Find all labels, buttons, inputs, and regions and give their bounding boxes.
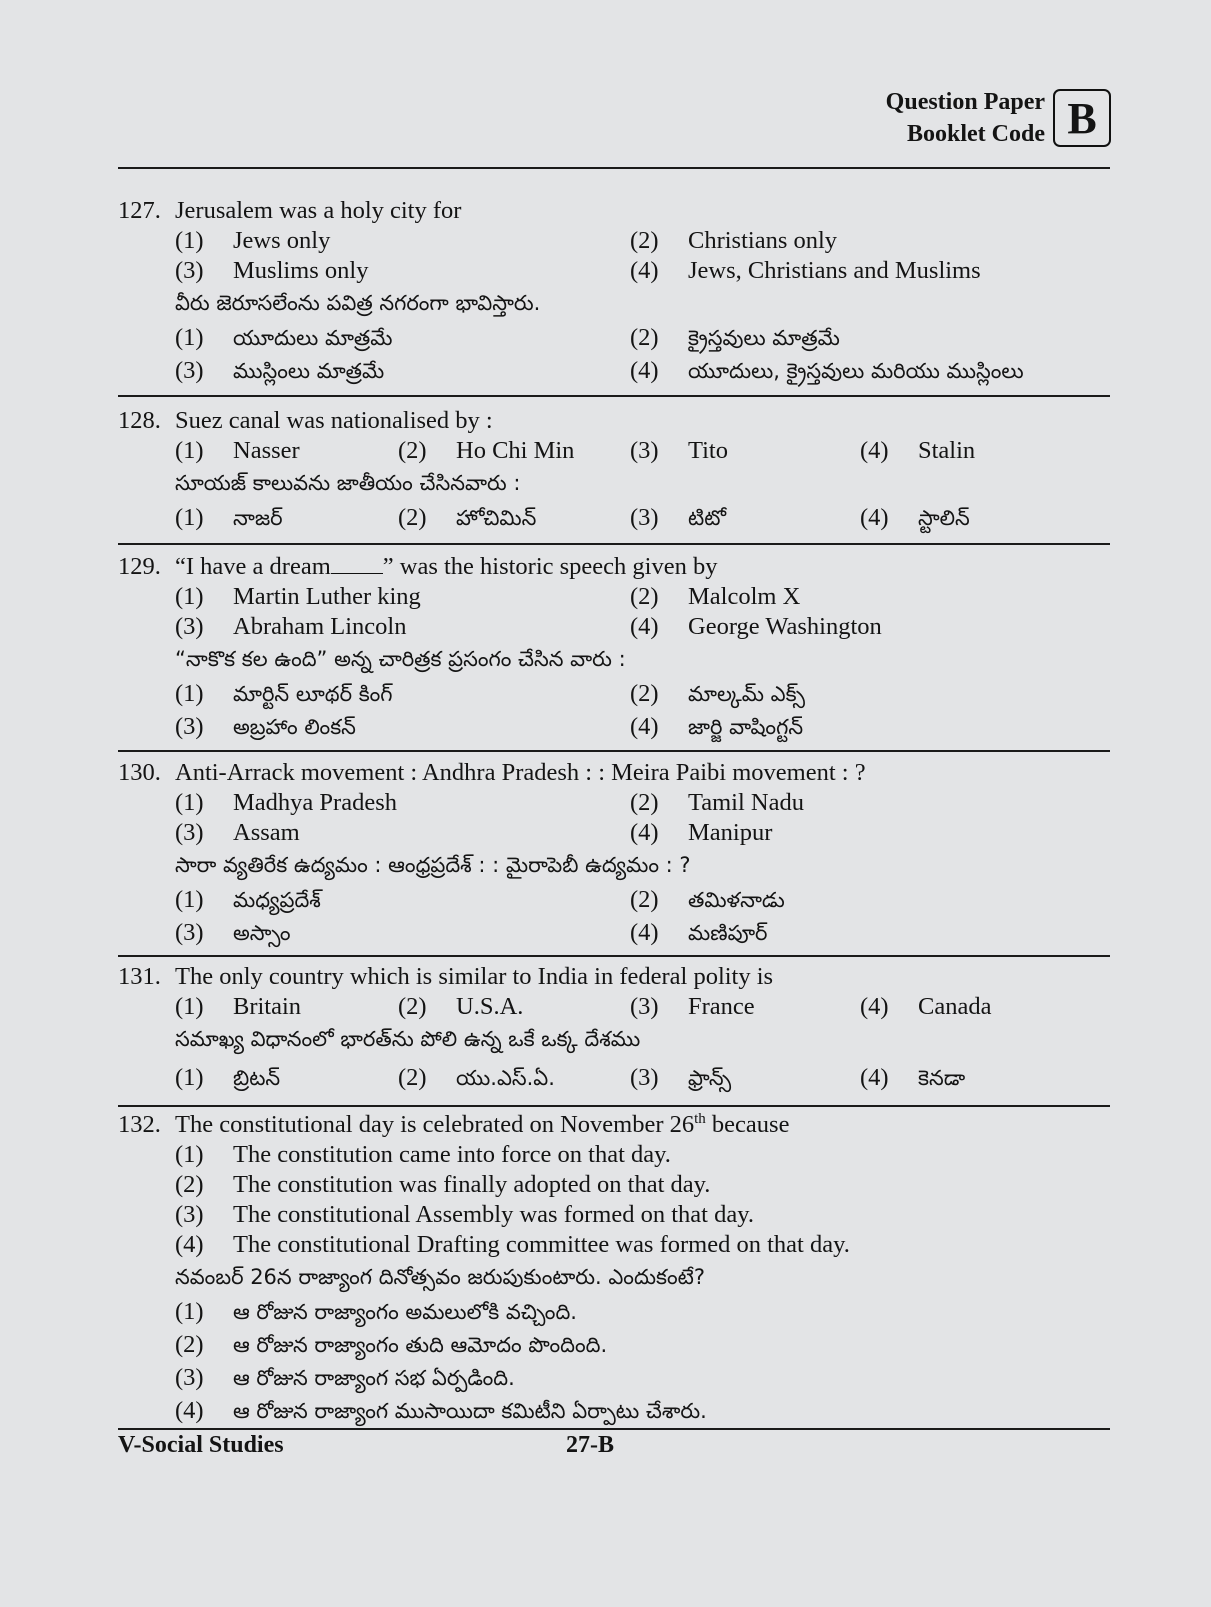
option-2: (2) The constitution was finally adopted on that day. (175, 1171, 711, 1198)
option-2-telugu: (2) హోచిమిన్ (398, 504, 537, 531)
option-1: (1) The constitution came into force on that day. (175, 1141, 671, 1168)
question-130 (118, 758, 1108, 949)
header-line-2: Booklet Code (907, 121, 1045, 147)
option-4-telugu: (4) స్టాలిన్ (860, 504, 970, 531)
question-stem-telugu: నవంబర్ 26న రాజ్యాంగ దినోత్సవం జరుపుకుంటారు. ఎందుకంటే? (175, 1265, 706, 1289)
option-1-telugu: (1) మధ్యప్రదేశ్ (175, 886, 321, 913)
option-3-telugu: (3) అబ్రహాం లింకన్ (175, 713, 356, 740)
option-4: (4) Manipur (630, 819, 773, 846)
question-stem: Jerusalem was a holy city for (175, 197, 462, 224)
option-2-telugu: (2) యు.ఎస్.ఏ. (398, 1064, 555, 1091)
question-number: 130. (118, 759, 161, 786)
option-2: (2) Christians only (630, 227, 838, 254)
divider (118, 1428, 1110, 1430)
option-2: (2) U.S.A. (398, 993, 524, 1020)
divider (118, 750, 1110, 752)
question-stem-telugu: వీరు జెరూసలేంను పవిత్ర నగరంగా భావిస్తారు. (175, 291, 541, 315)
option-4: (4) Canada (860, 993, 992, 1020)
divider (118, 167, 1110, 169)
question-number: 127. (118, 197, 161, 224)
footer-page-number: 27-B (566, 1432, 614, 1458)
option-4-telugu: (4) కెనడా (860, 1064, 966, 1091)
option-1: (1) Madhya Pradesh (175, 789, 397, 816)
question-stem: The constitutional day is celebrated on November 26th because (175, 1110, 790, 1138)
question-131 (118, 962, 1108, 1094)
option-4-telugu: (4) యూదులు, క్రైస్తవులు మరియు ముస్లింలు (630, 357, 1024, 384)
question-stem: “I have a dream ” was the historic speech given by (175, 553, 718, 580)
question-number: 128. (118, 407, 161, 434)
option-3: (3) Abraham Lincoln (175, 613, 407, 640)
option-3: (3) Tito (630, 437, 728, 464)
booklet-code-header (886, 86, 1111, 150)
option-2: (2) Malcolm X (630, 583, 801, 610)
divider (118, 1105, 1110, 1107)
footer-subject: V-Social Studies (118, 1432, 284, 1458)
option-3-telugu: (3) అస్సాం (175, 919, 291, 946)
option-3: (3) The constitutional Assembly was formed on that day. (175, 1201, 754, 1228)
question-stem: Suez canal was nationalised by : (175, 407, 493, 434)
fill-in-blank (331, 553, 383, 574)
question-132 (118, 1110, 1108, 1427)
option-1-telugu: (1) యూదులు మాత్రమే (175, 324, 393, 351)
booklet-code-label (886, 86, 1045, 150)
option-1-telugu: (1) నాజర్ (175, 504, 283, 531)
question-128 (118, 406, 1108, 534)
option-3-telugu: (3) టిటో (630, 504, 727, 531)
question-number: 129. (118, 553, 161, 580)
question-129 (118, 552, 1108, 743)
option-3: (3) Assam (175, 819, 300, 846)
option-3-telugu: (3) ముస్లింలు మాత్రమే (175, 357, 385, 384)
question-stem-telugu: “నాకొక కల ఉంది” అన్న చారిత్రక ప్రసంగం చేసిన వారు : (175, 647, 626, 671)
question-stem: Anti-Arrack movement : Andhra Pradesh : : Meira Paibi movement : ? (175, 759, 866, 786)
option-1: (1) Britain (175, 993, 302, 1020)
divider (118, 955, 1110, 957)
option-4: (4) Stalin (860, 437, 976, 464)
option-2-telugu: (2) తమిళనాడు (630, 886, 785, 913)
question-number: 132. (118, 1111, 161, 1138)
option-3: (3) France (630, 993, 755, 1020)
option-1-telugu: (1) మార్టిన్ లూథర్ కింగ్ (175, 680, 393, 707)
question-stem-telugu: సమాఖ్య విధానంలో భారత్‌ను పోలి ఉన్న ఒకే ఒక్క దేశము (175, 1027, 641, 1051)
option-1-telugu: (1) ఆ రోజున రాజ్యాంగం అమలులోకి వచ్చింది. (175, 1298, 577, 1325)
option-2-telugu: (2) ఆ రోజున రాజ్యాంగం తుది ఆమోదం పొందింది. (175, 1331, 608, 1358)
divider (118, 395, 1110, 397)
question-number: 131. (118, 963, 161, 990)
option-2-telugu: (2) క్రైస్తవులు మాత్రమే (630, 324, 840, 351)
booklet-code-box: B (1053, 89, 1111, 147)
option-3-telugu: (3) ఫ్రాన్స్ (630, 1064, 732, 1091)
option-4-telugu: (4) ఆ రోజున రాజ్యాంగ ముసాయిదా కమిటీని ఏర్పాటు చేశారు. (175, 1397, 707, 1424)
option-2-telugu: (2) మాల్కమ్ ఎక్స్ (630, 680, 806, 707)
question-127 (118, 196, 1108, 387)
question-stem: The only country which is similar to India in federal polity is (175, 963, 774, 990)
question-stem-telugu: సారా వ్యతిరేక ఉద్యమం : ఆంధ్రప్రదేశ్ : : మైరాపెబీ ఉద్యమం : ? (175, 853, 691, 877)
option-2: (2) Tamil Nadu (630, 789, 804, 816)
option-1: (1) Jews only (175, 227, 331, 254)
option-1: (1) Nasser (175, 437, 300, 464)
question-stem-telugu: సూయజ్ కాలువను జాతీయం చేసినవారు : (175, 471, 521, 495)
option-4-telugu: (4) మణిపూర్ (630, 919, 768, 946)
header-line-1: Question Paper (885, 89, 1045, 115)
option-4-telugu: (4) జార్జి వాషింగ్టన్ (630, 713, 804, 740)
option-4: (4) George Washington (630, 613, 882, 640)
option-1-telugu: (1) బ్రిటన్ (175, 1064, 281, 1091)
divider (118, 543, 1110, 545)
option-4: (4) The constitutional Drafting committee was formed on that day. (175, 1231, 850, 1258)
option-3-telugu: (3) ఆ రోజున రాజ్యాంగ సభ ఏర్పడింది. (175, 1364, 515, 1391)
option-1: (1) Martin Luther king (175, 583, 421, 610)
option-2: (2) Ho Chi Min (398, 437, 575, 464)
option-3: (3) Muslims only (175, 257, 369, 284)
option-4: (4) Jews, Christians and Muslims (630, 257, 981, 284)
